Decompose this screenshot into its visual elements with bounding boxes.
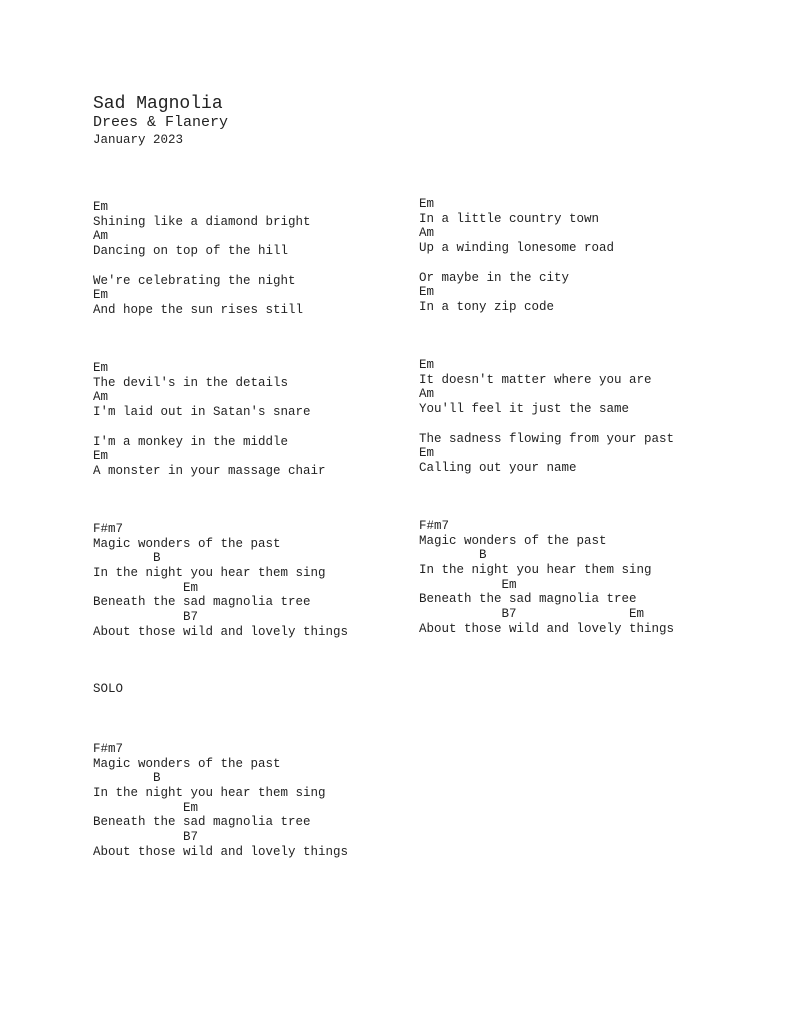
lyric-line: Shining like a diamond bright: [93, 214, 311, 229]
chord-line: B7 Em: [419, 607, 645, 622]
chord-line: Em: [93, 449, 109, 464]
verse-2: [419, 197, 614, 315]
chord-line: F#m7: [419, 519, 450, 533]
lyric-line: Beneath the sad magnolia tree: [419, 592, 637, 607]
lyric-line: Calling out your name: [419, 461, 577, 476]
lyric-line: We're celebrating the night: [93, 273, 296, 288]
chord-line: B7: [93, 830, 199, 845]
song-title: Sad Magnolia: [93, 94, 223, 114]
chord-line: Em: [93, 361, 109, 375]
lyric-line: I'm a monkey in the middle: [93, 434, 289, 449]
lyric-line: The sadness flowing from your past: [419, 431, 675, 446]
chorus-2: [419, 519, 674, 637]
line-spacer: [93, 420, 326, 435]
lyric-line: Magic wonders of the past: [93, 756, 281, 771]
chord-line: Am: [419, 226, 435, 241]
chord-line: Am: [419, 387, 435, 402]
chord-line: Em: [419, 197, 435, 211]
chord-line: Em: [93, 800, 199, 815]
chord-line: B7: [93, 610, 199, 625]
song-date: January 2023: [93, 133, 184, 147]
chord-line: Em: [93, 200, 109, 214]
lyric-line: Beneath the sad magnolia tree: [93, 815, 311, 830]
chord-line: F#m7: [93, 742, 124, 756]
lyric-line: About those wild and lovely things: [93, 844, 349, 859]
lyric-line: About those wild and lovely things: [93, 624, 349, 639]
song-artist: Drees & Flanery: [93, 114, 229, 131]
chord-line: B: [93, 551, 161, 566]
chord-line: Am: [93, 229, 109, 244]
lyric-line: You'll feel it just the same: [419, 402, 630, 417]
lyric-line: And hope the sun rises still: [93, 303, 304, 318]
verse-4: [419, 358, 674, 476]
lyric-line: Beneath the sad magnolia tree: [93, 595, 311, 610]
lyric-line: In the night you hear them sing: [419, 563, 652, 578]
chord-line: Em: [419, 446, 435, 461]
lyric-line: In the night you hear them sing: [93, 786, 326, 801]
lyric-line: Up a winding lonesome road: [419, 241, 615, 256]
chord-line: F#m7: [93, 522, 124, 536]
lyric-line: In the night you hear them sing: [93, 566, 326, 581]
line-spacer: [419, 417, 674, 432]
lyric-line: Magic wonders of the past: [93, 536, 281, 551]
lyric-line: In a tony zip code: [419, 300, 555, 315]
chorus-1: [93, 522, 348, 640]
lyric-line: About those wild and lovely things: [419, 621, 675, 636]
lyric-line: It doesn't matter where you are: [419, 372, 652, 387]
chord-line: Am: [93, 390, 109, 405]
lyric-line: Magic wonders of the past: [419, 533, 607, 548]
chord-line: B: [419, 548, 487, 563]
solo-label: SOLO: [93, 682, 124, 696]
verse-3: [93, 361, 326, 479]
lyric-line: In a little country town: [419, 211, 600, 226]
chord-line: Em: [419, 577, 517, 592]
chord-line: Em: [93, 580, 199, 595]
chord-line: Em: [419, 358, 435, 372]
chord-line: Em: [419, 285, 435, 300]
lyric-line: Or maybe in the city: [419, 270, 570, 285]
line-spacer: [93, 259, 311, 274]
chord-line: B: [93, 771, 161, 786]
lyric-line: The devil's in the details: [93, 375, 289, 390]
chorus-3: [93, 742, 348, 860]
lyric-line: I'm laid out in Satan's snare: [93, 405, 311, 420]
lyric-line: Dancing on top of the hill: [93, 244, 289, 259]
lyric-line: A monster in your massage chair: [93, 464, 326, 479]
chord-line: Em: [93, 288, 109, 303]
verse-1: [93, 200, 311, 318]
line-spacer: [419, 256, 614, 271]
